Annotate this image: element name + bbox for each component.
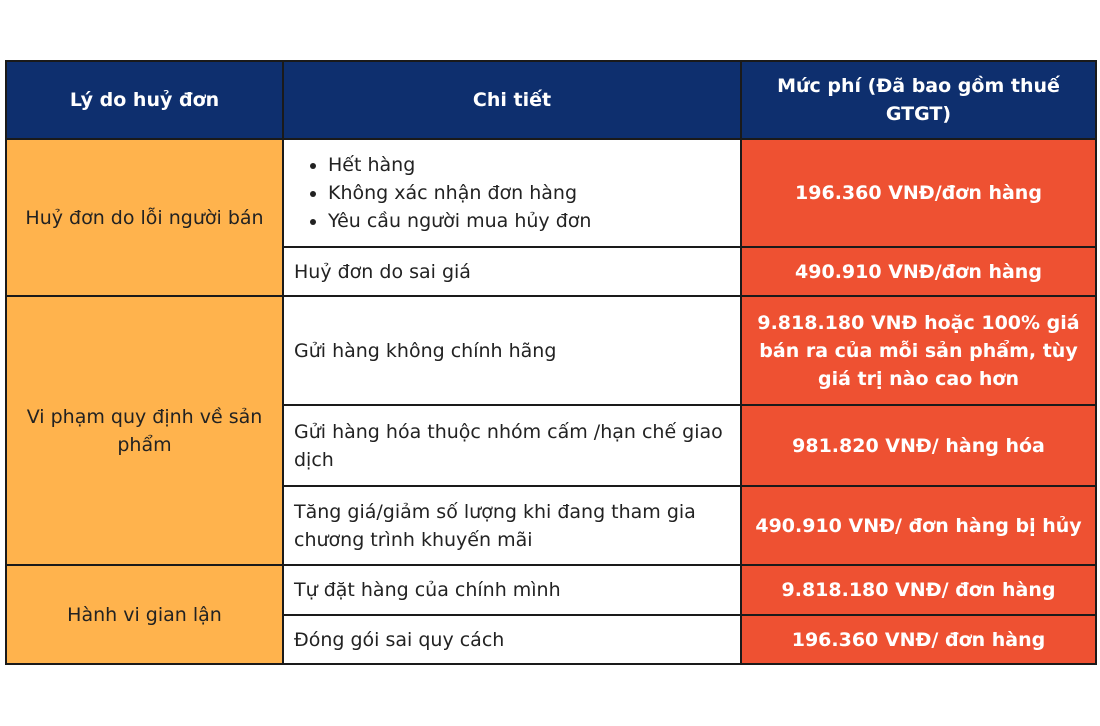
header-detail: Chi tiết	[283, 61, 741, 139]
fee-cell: 196.360 VNĐ/ đơn hàng	[741, 615, 1096, 664]
detail-cell	[283, 139, 741, 247]
list-item: • Hết hàng	[328, 151, 730, 179]
fee-cell: 981.820 VNĐ/ hàng hóa	[741, 405, 1096, 486]
detail-cell: Đóng gói sai quy cách	[283, 615, 741, 664]
detail-cell: Tăng giá/giảm số lượng khi đang tham gia chương trình khuyến mãi	[283, 486, 741, 565]
reason-cell: Vi phạm quy định về sản phẩm	[6, 296, 283, 565]
reason-cell: Hành vi gian lận	[6, 565, 283, 664]
fee-cell: 9.818.180 VNĐ/ đơn hàng	[741, 565, 1096, 615]
detail-cell: Gửi hàng không chính hãng	[283, 296, 741, 405]
fee-cell: 490.910 VNĐ/đơn hàng	[741, 247, 1096, 296]
detail-cell: Gửi hàng hóa thuộc nhóm cấm /hạn chế giao dịch	[283, 405, 741, 486]
table-row	[6, 296, 1096, 405]
cancellation-fee-table	[5, 60, 1097, 665]
reason-cell: Huỷ đơn do lỗi người bán	[6, 139, 283, 296]
list-item: • Yêu cầu người mua hủy đơn	[328, 207, 730, 235]
table-row	[6, 139, 1096, 247]
detail-cell: Huỷ đơn do sai giá	[283, 247, 741, 296]
list-item: • Không xác nhận đơn hàng	[328, 179, 730, 207]
header-reason: Lý do huỷ đơn	[6, 61, 283, 139]
header-fee: Mức phí (Đã bao gồm thuế GTGT)	[741, 61, 1096, 139]
detail-cell: Tự đặt hàng của chính mình	[283, 565, 741, 615]
table-row	[6, 565, 1096, 615]
fee-cell: 490.910 VNĐ/ đơn hàng bị hủy	[741, 486, 1096, 565]
detail-list	[294, 151, 730, 235]
table-header-row	[6, 61, 1096, 139]
fee-cell: 9.818.180 VNĐ hoặc 100% giá bán ra của mỗi sản phẩm, tùy giá trị nào cao hơn	[741, 296, 1096, 405]
fee-cell: 196.360 VNĐ/đơn hàng	[741, 139, 1096, 247]
